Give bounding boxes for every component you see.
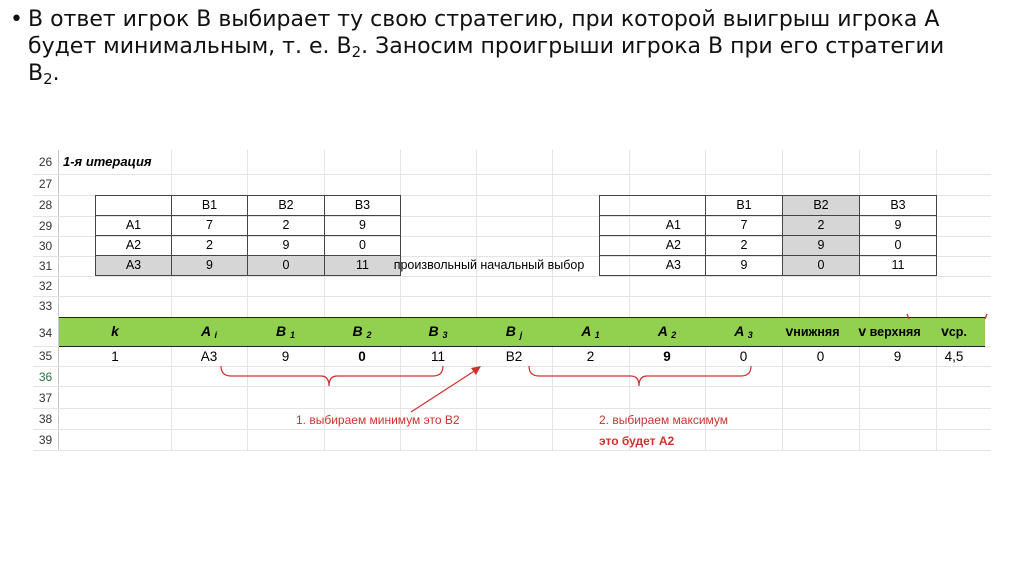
text-line-1: В ответ игрок В выбирает ту свою стратегию, при которой выигрыш игрока А <box>28 7 940 32</box>
left-cell[interactable]: 0 <box>324 235 401 256</box>
iter-cell-a2[interactable]: 9 <box>663 349 671 364</box>
annotation-overlay <box>33 150 991 451</box>
header-b-j[interactable]: B $_j$ <box>505 323 523 340</box>
right-row-label[interactable]: A3 <box>599 255 706 276</box>
left-col-header[interactable]: B2 <box>247 195 325 216</box>
annotation-min-choice: 1. выбираем минимум это В2 <box>296 413 460 427</box>
left-cell[interactable]: 9 <box>247 235 325 256</box>
row-number[interactable]: 32 <box>38 279 53 293</box>
header-b1[interactable]: B $_1$ <box>275 323 296 340</box>
header-a-i[interactable]: A $_i$ <box>201 323 217 340</box>
row-number[interactable]: 27 <box>38 177 53 191</box>
iteration-title: 1-я итерация <box>63 154 152 169</box>
left-cell[interactable]: 7 <box>171 215 248 236</box>
text-line-3: $В_2$. <box>28 61 60 88</box>
iter-cell-k[interactable]: 1 <box>111 349 119 364</box>
header-v-lower[interactable]: vнижняя <box>785 323 840 339</box>
row-number[interactable]: 26 <box>38 155 53 169</box>
left-col-header[interactable]: B3 <box>324 195 401 216</box>
header-a1[interactable]: A $_1$ <box>581 323 600 340</box>
header-v-avg[interactable]: vср. <box>941 323 967 339</box>
row-number[interactable]: 34 <box>38 326 53 340</box>
iter-cell-a1[interactable]: 2 <box>586 349 595 364</box>
iter-cell-v-upper[interactable]: 9 <box>893 349 902 364</box>
left-cell-selected[interactable]: 9 <box>171 255 248 276</box>
initial-choice-note: произвольный начальный выбор <box>393 258 585 272</box>
iter-cell-b3[interactable]: 11 <box>430 349 445 364</box>
left-row-label[interactable]: A2 <box>95 235 172 256</box>
text-line-2: будет минимальным, т. е. $В_2$. Заносим проигрыши игрока В при его стратегии <box>28 34 945 61</box>
iter-cell-b1[interactable]: 9 <box>281 349 290 364</box>
row-number[interactable]: 31 <box>38 259 53 273</box>
right-cell[interactable]: 11 <box>859 255 937 276</box>
arrow-head <box>471 366 481 375</box>
left-row-label-selected[interactable]: A3 <box>95 255 172 276</box>
annotation-max-result: это будет А2 <box>599 434 675 448</box>
row-number[interactable]: 39 <box>38 433 53 447</box>
iter-cell-v-lower[interactable]: 0 <box>816 349 825 364</box>
iter-cell-b2[interactable]: 0 <box>358 349 366 364</box>
row-number[interactable]: 29 <box>38 219 53 233</box>
left-col-header[interactable]: B1 <box>171 195 248 216</box>
left-cell[interactable]: 2 <box>171 235 248 256</box>
right-cell[interactable]: 7 <box>705 215 783 236</box>
row-number[interactable]: 38 <box>38 412 53 426</box>
right-row-label[interactable]: A1 <box>599 215 706 236</box>
header-a3[interactable]: A $_3$ <box>734 323 753 340</box>
slide-bullet-text <box>10 6 1010 87</box>
max-brace <box>529 366 751 386</box>
iter-cell-a3[interactable]: 0 <box>739 349 748 364</box>
right-cell[interactable]: 9 <box>705 255 783 276</box>
right-cell[interactable]: 9 <box>859 215 937 236</box>
header-a2[interactable]: A $_2$ <box>657 323 677 340</box>
tick-mark <box>985 314 987 319</box>
header-k[interactable]: k <box>111 323 119 339</box>
tick-mark <box>907 314 909 319</box>
right-col-header[interactable]: B1 <box>705 195 783 216</box>
right-col-header[interactable]: B3 <box>859 195 937 216</box>
right-cell[interactable]: 2 <box>705 235 783 256</box>
min-brace <box>221 366 443 386</box>
left-cell-selected[interactable]: 0 <box>247 255 325 276</box>
right-cell-selected[interactable]: 0 <box>782 255 860 276</box>
right-cell[interactable]: 0 <box>859 235 937 256</box>
header-v-upper[interactable]: v верхняя <box>858 323 921 339</box>
row-number[interactable]: 33 <box>38 299 53 313</box>
left-row-label[interactable]: A1 <box>95 215 172 236</box>
left-cell[interactable]: 9 <box>324 215 401 236</box>
right-row-label[interactable]: A2 <box>599 235 706 256</box>
row-number-active[interactable]: 36 <box>38 370 53 384</box>
iter-cell-bj[interactable]: B2 <box>505 349 523 364</box>
spreadsheet <box>33 150 991 451</box>
iter-cell-ai[interactable]: A3 <box>200 349 218 364</box>
left-cell-selected[interactable]: 11 <box>324 255 401 276</box>
right-col-header-selected[interactable]: B2 <box>782 195 860 216</box>
iter-cell-v-avg[interactable]: 4,5 <box>944 349 964 364</box>
right-cell-selected[interactable]: 9 <box>782 235 860 256</box>
annotation-max-choice: 2. выбираем максимум <box>599 413 729 427</box>
header-b2[interactable]: B $_2$ <box>352 323 372 340</box>
row-number[interactable]: 30 <box>38 239 53 253</box>
row-number[interactable]: 37 <box>38 391 53 405</box>
arrow-line <box>411 368 479 412</box>
row-number[interactable]: 35 <box>38 349 53 363</box>
header-b3[interactable]: B $_3$ <box>428 323 448 340</box>
row-number[interactable]: 28 <box>38 198 53 212</box>
left-cell[interactable]: 2 <box>247 215 325 236</box>
bullet-marker: • <box>10 7 23 32</box>
right-cell-selected[interactable]: 2 <box>782 215 860 236</box>
